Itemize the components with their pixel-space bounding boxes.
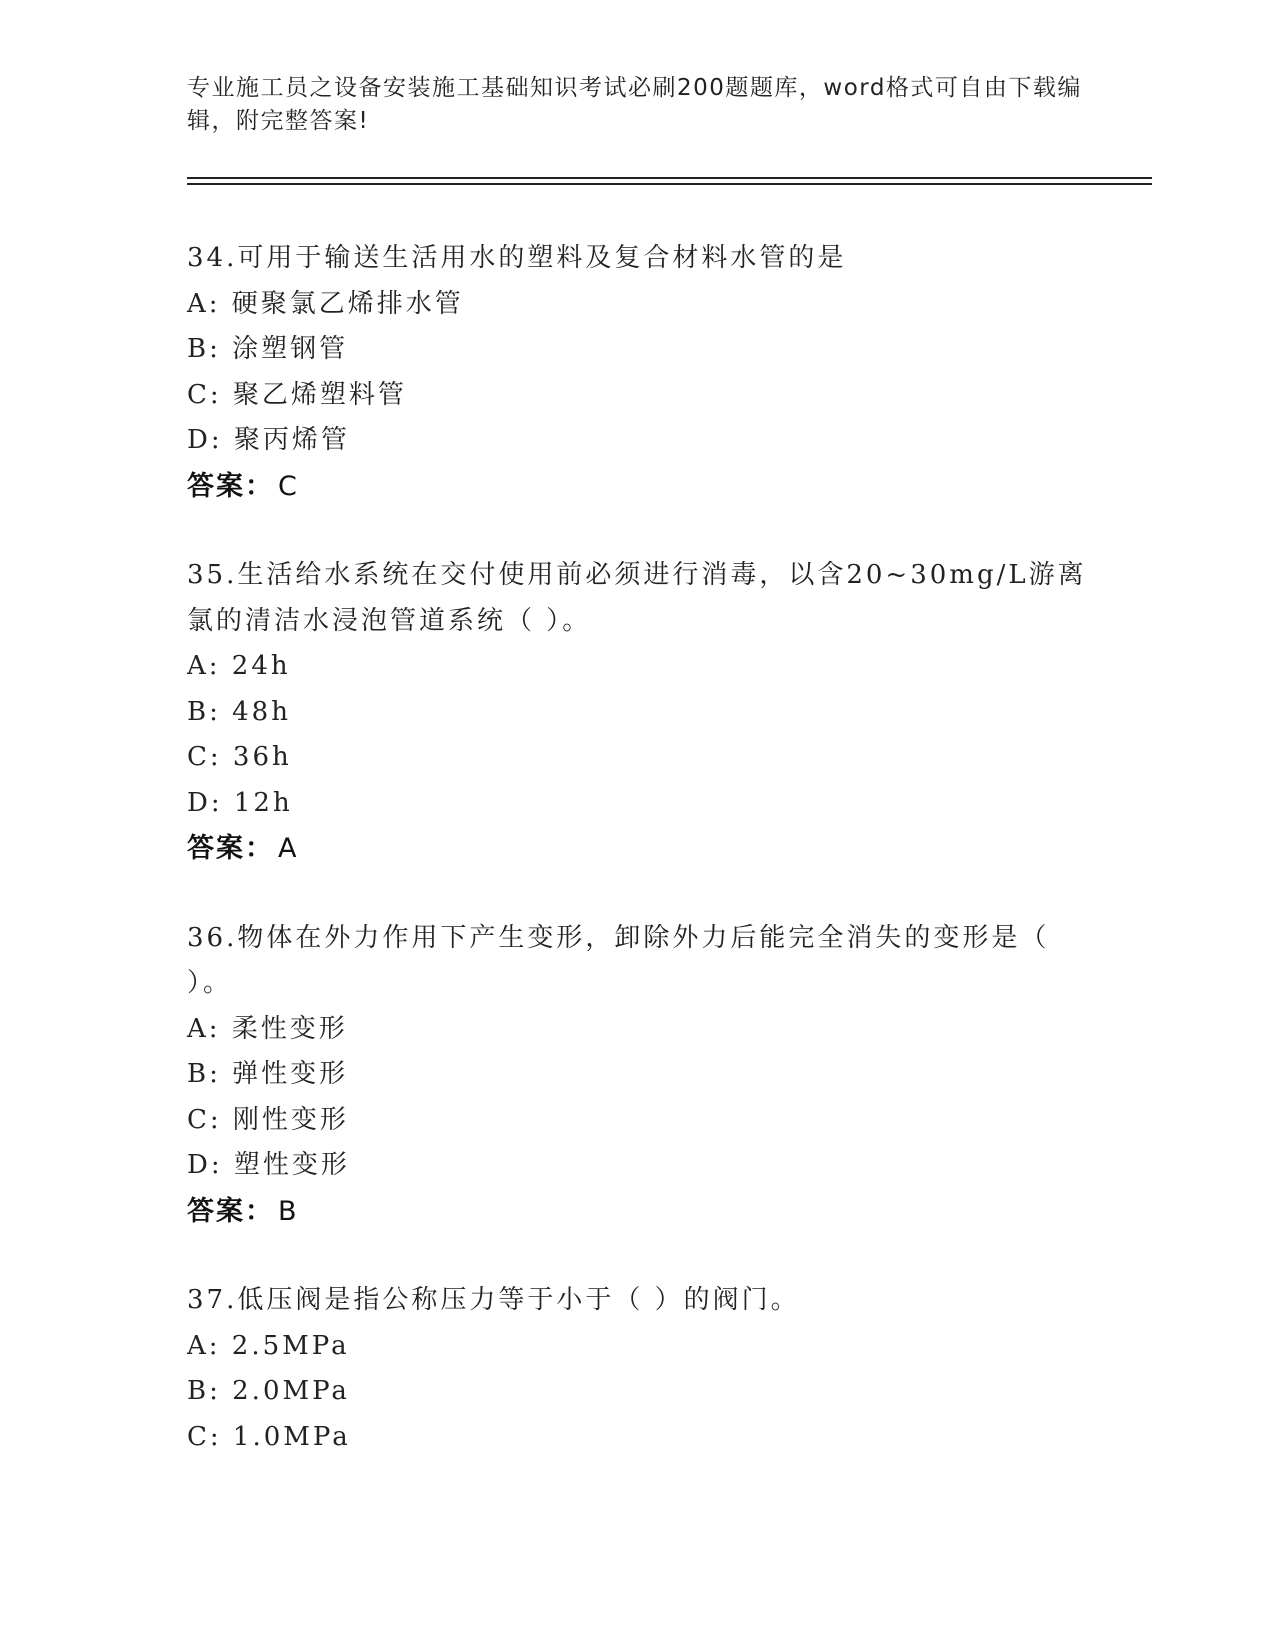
option-d: D: 12h (187, 787, 293, 818)
question-list (187, 236, 1087, 1504)
question-35 (187, 553, 1087, 872)
question-36 (187, 916, 1087, 1235)
answer-value: A (278, 833, 299, 864)
option-c: C: 聚乙烯塑料管 (187, 379, 407, 410)
question-text: 34.可用于输送生活用水的塑料及复合材料水管的是 (187, 243, 847, 273)
answer-value: C (278, 470, 299, 502)
option-d: D: 塑性变形 (187, 1150, 350, 1180)
option-b: B: 48h (187, 696, 291, 727)
option-b: B: 弹性变形 (187, 1059, 349, 1089)
option-a: A: 24h (187, 651, 291, 681)
question-text: 36.物体在外力作用下产生变形，卸除外力后能完全消失的变形是（ ）。 (187, 922, 1061, 998)
option-b: B: 涂塑钢管 (187, 334, 349, 364)
document-header: 专业施工员之设备安装施工基础知识考试必刷200题题库，word格式可自由下载编辑，附完整答案! (187, 75, 1082, 134)
header-divider-bottom (187, 183, 1152, 185)
option-a: A: 柔性变形 (187, 1013, 348, 1044)
option-d: D: 聚丙烯管 (187, 425, 350, 455)
header-divider-top (187, 177, 1152, 179)
question-text: 37.低压阀是指公称压力等于小于（ ）的阀门。 (187, 1285, 800, 1315)
answer-label: 答案： (187, 470, 274, 502)
question-34 (187, 236, 1087, 509)
option-c: C: 刚性变形 (187, 1104, 349, 1135)
option-a: A: 硬聚氯乙烯排水管 (187, 288, 464, 319)
option-c: C: 1.0MPa (187, 1421, 351, 1452)
answer-label: 答案： (187, 1195, 274, 1227)
answer-label: 答案： (187, 833, 274, 864)
answer-value: B (278, 1195, 299, 1227)
answer-line (187, 464, 1087, 510)
answer-line (187, 826, 1087, 872)
option-c: C: 36h (187, 742, 292, 772)
answer-line (187, 1189, 1087, 1235)
question-37 (187, 1278, 1087, 1460)
option-a: A: 2.5MPa (187, 1330, 350, 1361)
question-text: 35.生活给水系统在交付使用前必须进行消毒，以含20~30mg/L游离氯的清洁水浸泡管道系统（ ）。 (187, 560, 1087, 636)
option-b: B: 2.0MPa (187, 1376, 350, 1406)
